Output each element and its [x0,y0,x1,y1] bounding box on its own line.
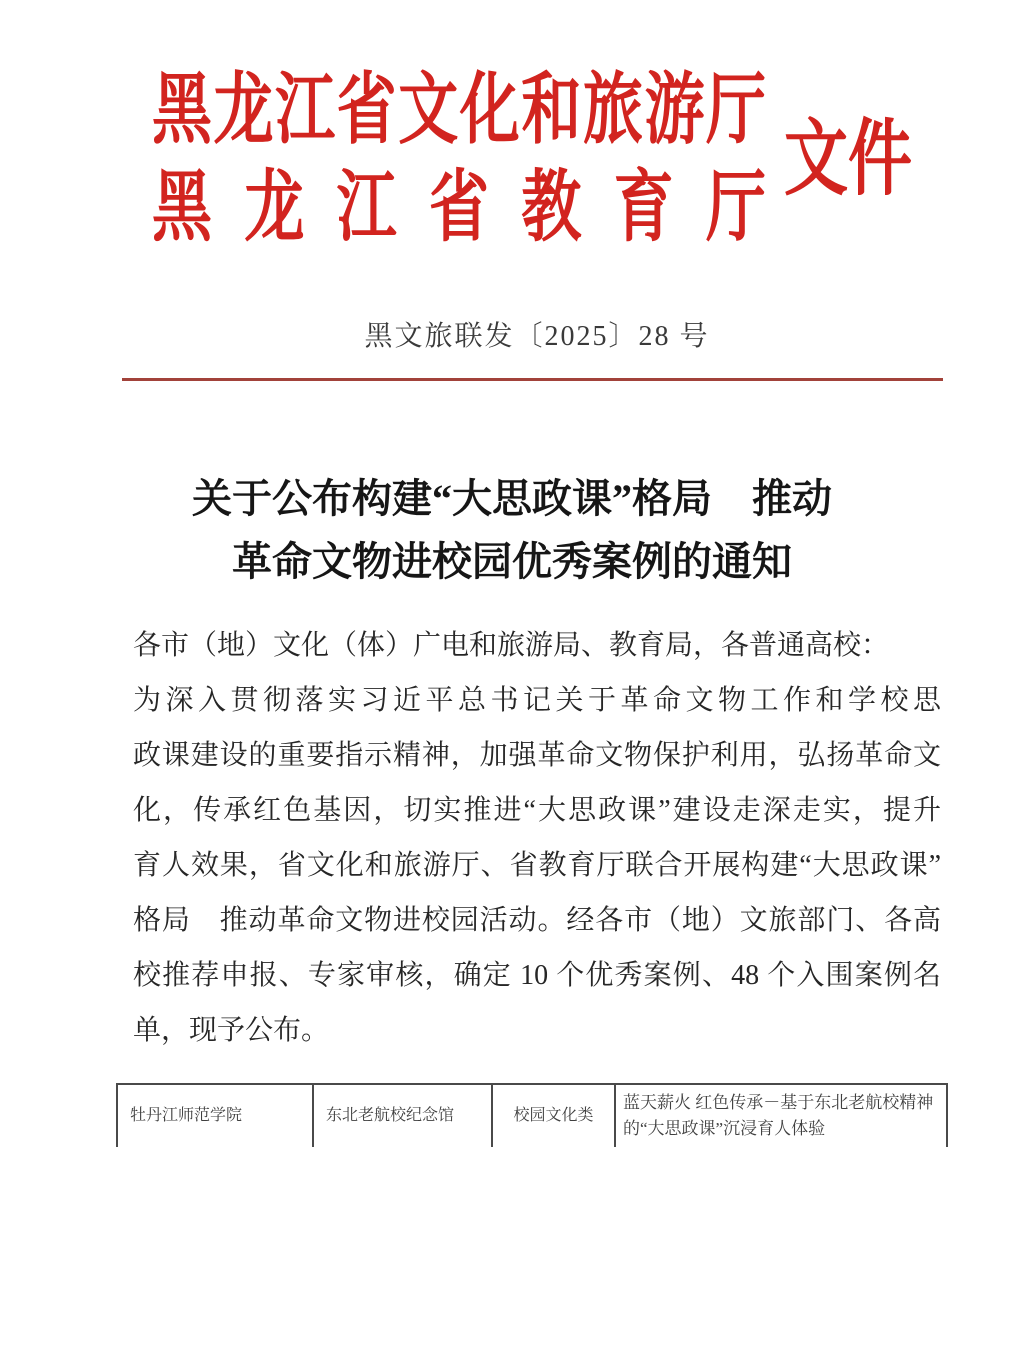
letterhead [152,62,927,257]
org-name-education: 黑龙江省教育厅 [152,164,766,251]
case-table [116,1083,948,1147]
document-title [107,467,917,593]
doc-number: 黑文旅联发〔2025〕28 号 [364,321,710,352]
document-label: 文件 [784,112,912,205]
body-line: 校推荐申报、专家审核，确定 10 个优秀案例、48 个入围案例名 [133,960,941,991]
cell-case-title: 蓝天薪火 红色传承－基于东北老航校精神的“大思政课”沉浸育人体验 [616,1085,948,1147]
body-line: 化，传承红色基因，切实推进“大思政课”建设走深走实，提升 [133,795,941,826]
body-paragraph [133,673,941,1058]
document-body [133,618,941,1058]
cell-venue: 东北老航校纪念馆 [314,1085,493,1147]
body-line: 政课建设的重要指示精神，加强革命文物保护利用，弘扬革命文 [133,740,941,771]
body-line: 为深入贯彻落实习近平总书记关于革命文物工作和学校思 [133,685,941,716]
salutation: 各市（地）文化（体）广电和旅游局、教育局，各普通高校： [133,630,890,661]
title-line-1: 关于公布构建“大思政课”格局 推动 [192,476,832,521]
table-row [116,1085,948,1147]
issuing-orgs [152,62,766,257]
body-line: 格局 推动革命文物进校园活动。经各市（地）文旅部门、各高 [133,905,941,936]
org-name-culture-tourism: 黑龙江省文化和旅游厅 [152,67,766,153]
cell-school: 牡丹江师范学院 [116,1085,314,1147]
body-line: 育人效果，省文化和旅游厅、省教育厅联合开展构建“大思政课” [133,850,941,881]
red-divider-line [122,378,943,381]
title-line-2: 革命文物进校园优秀案例的通知 [232,539,792,584]
body-line: 单，现予公布。 [133,1015,330,1046]
cell-category: 校园文化类 [493,1085,616,1147]
